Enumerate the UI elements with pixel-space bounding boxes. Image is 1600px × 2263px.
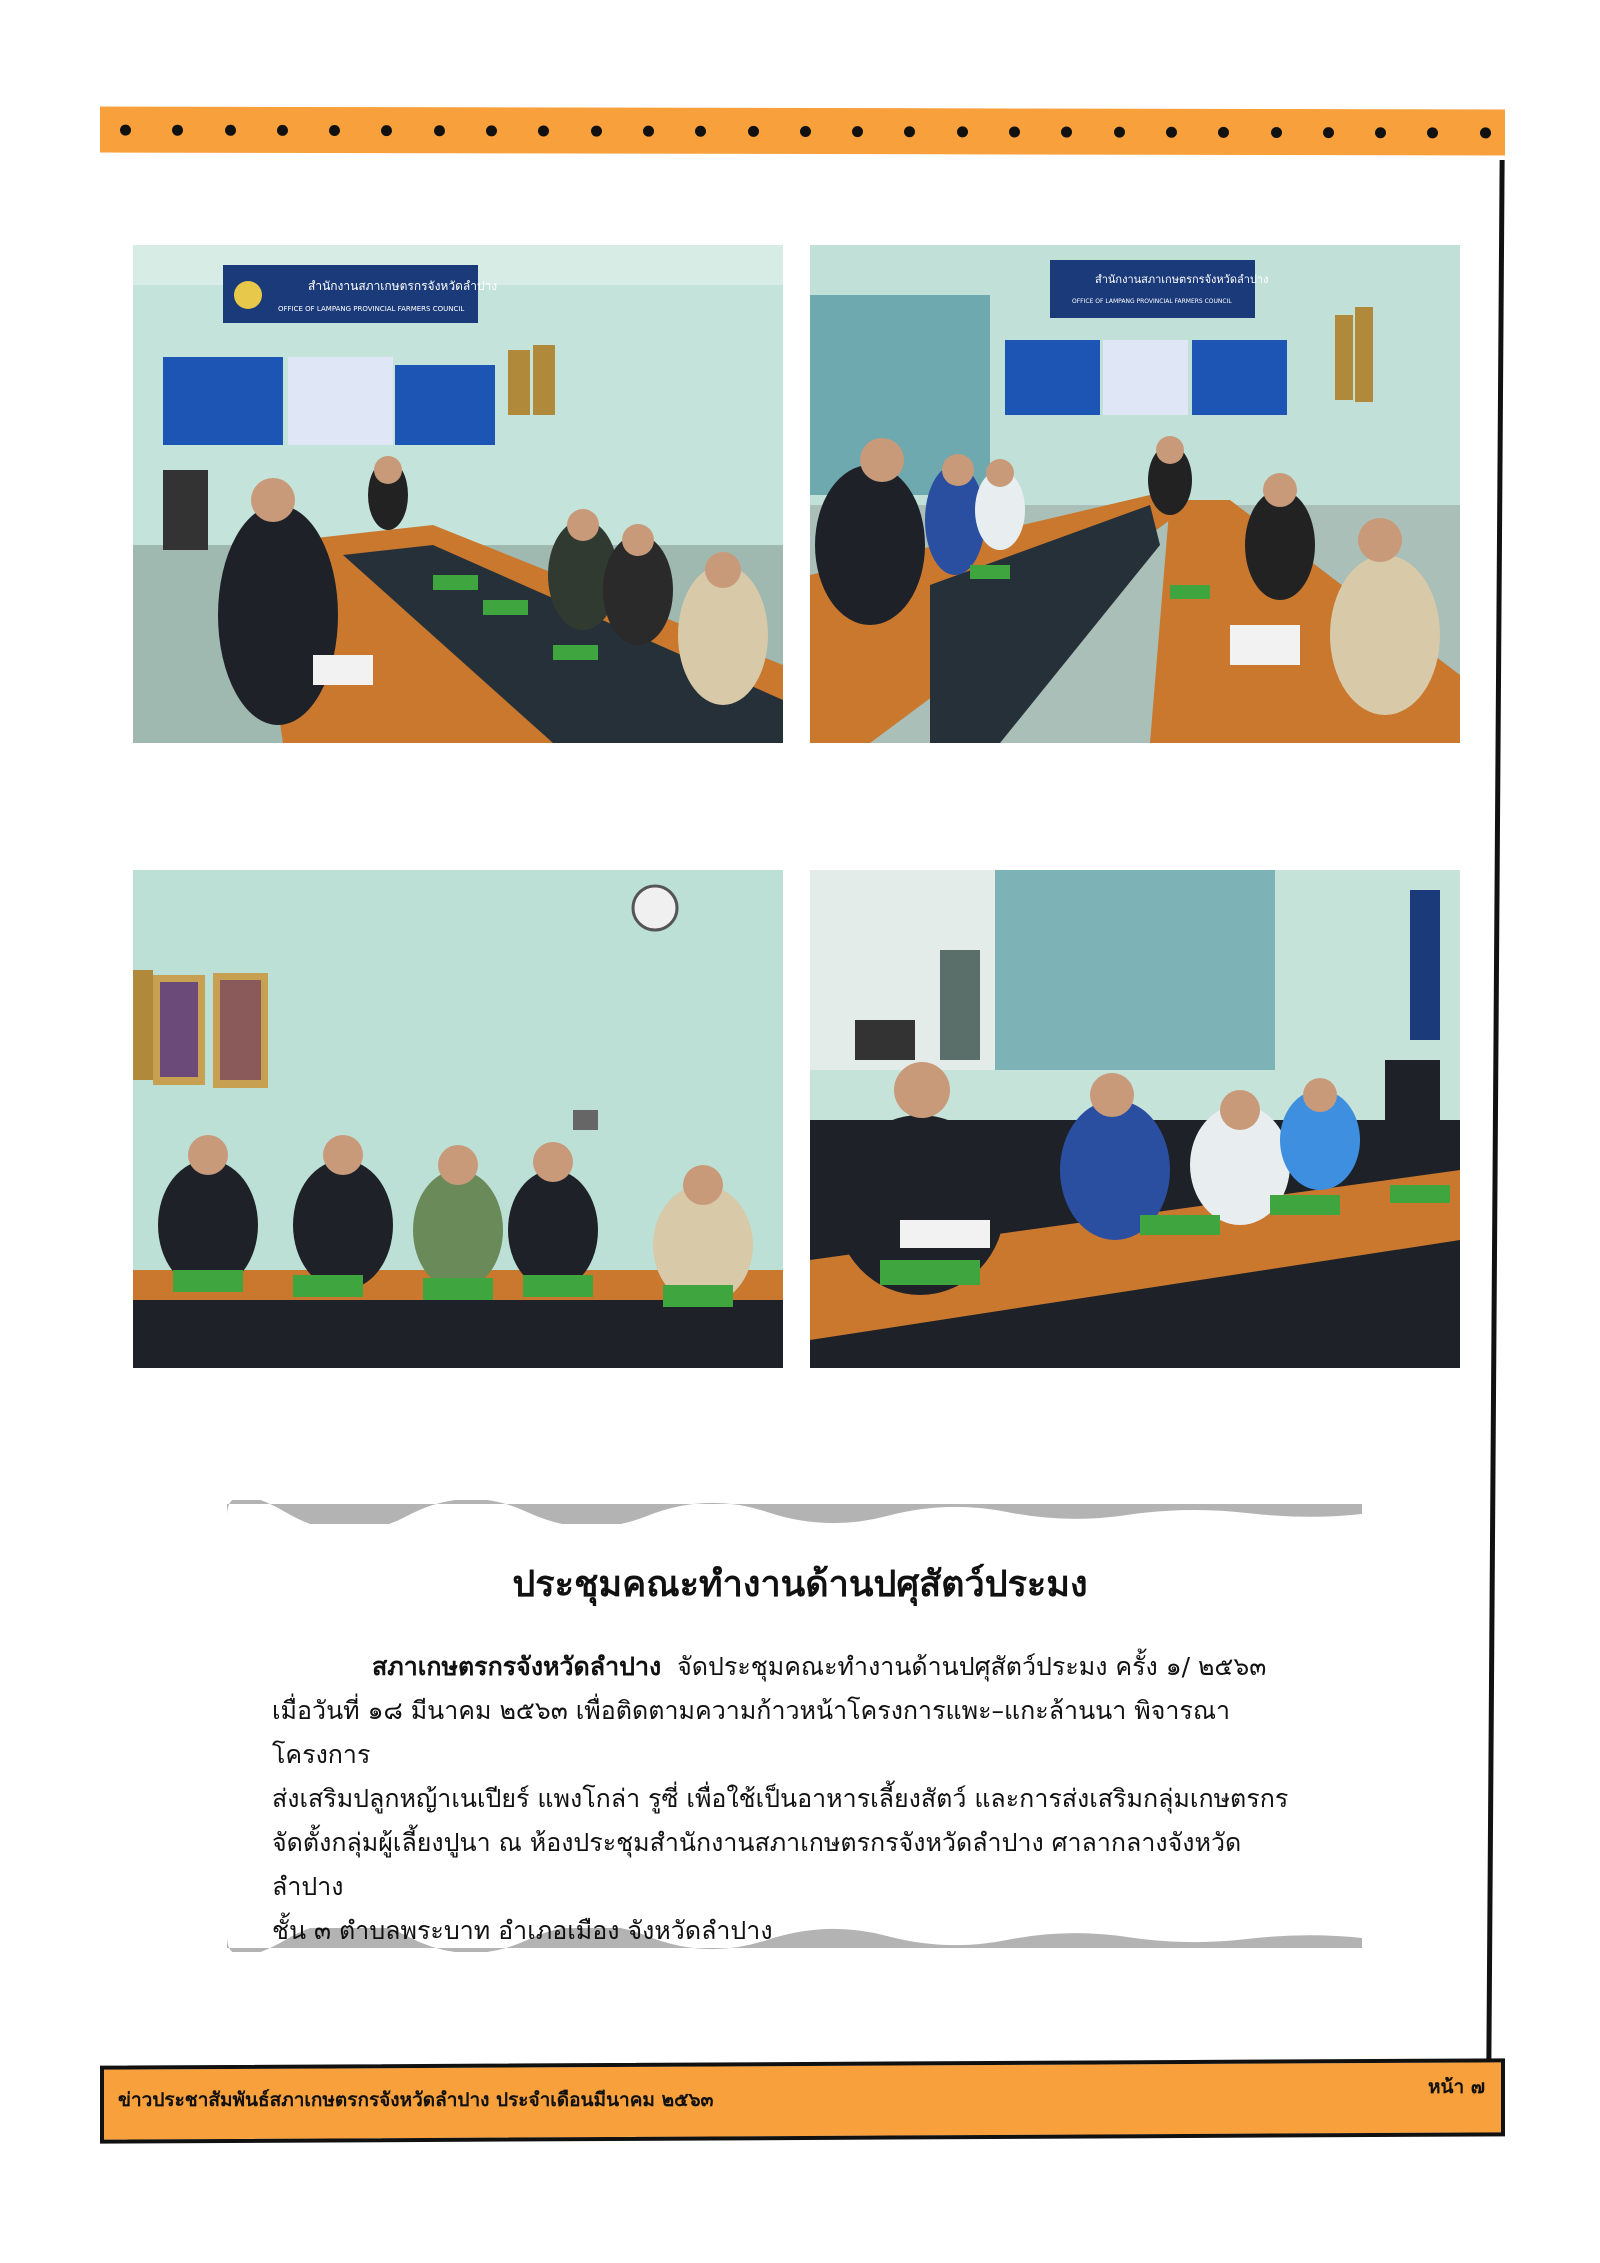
header-dot: [800, 125, 811, 136]
header-dot: [1166, 126, 1177, 137]
header-dot: [1271, 126, 1282, 137]
header-dot: [120, 124, 131, 135]
photo2-banner-text: สำนักงานสภาเกษตรกรจังหวัดลำปาง: [1095, 273, 1269, 286]
header-dot: [695, 125, 706, 136]
header-dot: [591, 125, 602, 136]
header-dot: [381, 125, 392, 136]
header-dot: [1009, 126, 1020, 137]
article-line-4: จัดตั้งกลุ่มผู้เลี้ยงปูนา ณ ห้องประชุมสำนักงานสภาเกษตรกรจังหวัดลำปาง ศาลากลางจังหวัดลำปาง: [272, 1828, 1242, 1901]
header-dot: [486, 125, 497, 136]
header-dot: [225, 124, 236, 135]
footer-page-number: หน้า ๗: [1428, 2076, 1486, 2098]
section-divider-top: [227, 1500, 1362, 1524]
article-line-2: เมื่อวันที่ ๑๘ มีนาคม ๒๕๖๓ เพื่อติดตามความก้าวหน้าโครงการแพะ–แกะล้านนา พิจารณาโครงการ: [272, 1696, 1231, 1769]
header-dot: [277, 124, 288, 135]
article-paragraph-first-line: [272, 1645, 1292, 1689]
header-dot: [957, 126, 968, 137]
article-title: ประชุมคณะทำงานด้านปศุสัตว์ประมง: [512, 1564, 1088, 1605]
header-dot: [1375, 127, 1386, 138]
header-dot: [1114, 126, 1125, 137]
header-dot: [1480, 127, 1491, 138]
photo1-banner-sub: OFFICE OF LAMPANG PROVINCIAL FARMERS COUNCIL: [278, 305, 465, 313]
article-org-name: สภาเกษตรกรจังหวัดลำปาง: [372, 1652, 662, 1681]
meeting-photo-2: [810, 245, 1460, 743]
article-line-3: ส่งเสริมปลูกหญ้าเนเปียร์ แพงโกล่า รูซี่ เพื่อใช้เป็นอาหารเลี้ยงสัตว์ และการส่งเสริมกลุ่มเกษตรกร: [272, 1784, 1289, 1813]
article-line-1: จัดประชุมคณะทำงานด้านปศุสัตว์ประมง ครั้ง ๑/ ๒๕๖๓: [677, 1652, 1267, 1681]
article-line-5: ชั้น ๓ ตำบลพระบาท อำเภอเมือง จังหวัดลำปาง: [272, 1916, 773, 1945]
meeting-photo-3: [133, 870, 783, 1368]
meeting-photo-1: [133, 245, 783, 743]
header-dot: [643, 125, 654, 136]
meeting-photo-4: [810, 870, 1460, 1368]
header-dot: [852, 126, 863, 137]
header-dot: [1427, 127, 1438, 138]
header-dot: [1218, 126, 1229, 137]
article-body: [272, 1645, 1292, 1953]
header-dot: [329, 125, 340, 136]
header-dot: [748, 125, 759, 136]
header-banner: [100, 107, 1505, 156]
header-dot: [172, 124, 183, 135]
header-dot: [904, 126, 915, 137]
header-dot: [538, 125, 549, 136]
header-dot: [1323, 127, 1334, 138]
photo1-banner-text: สำนักงานสภาเกษตรกรจังหวัดลำปาง: [308, 279, 498, 293]
header-dot: [1061, 126, 1072, 137]
header-dot: [434, 125, 445, 136]
photo2-banner-sub: OFFICE OF LAMPANG PROVINCIAL FARMERS COUNCIL: [1072, 298, 1232, 305]
footer-newsletter-title: ข่าวประชาสัมพันธ์สภาเกษตรกรจังหวัดลำปาง ประจำเดือนมีนาคม ๒๕๖๓: [118, 2089, 714, 2111]
page-border-right: [1486, 160, 1504, 2060]
